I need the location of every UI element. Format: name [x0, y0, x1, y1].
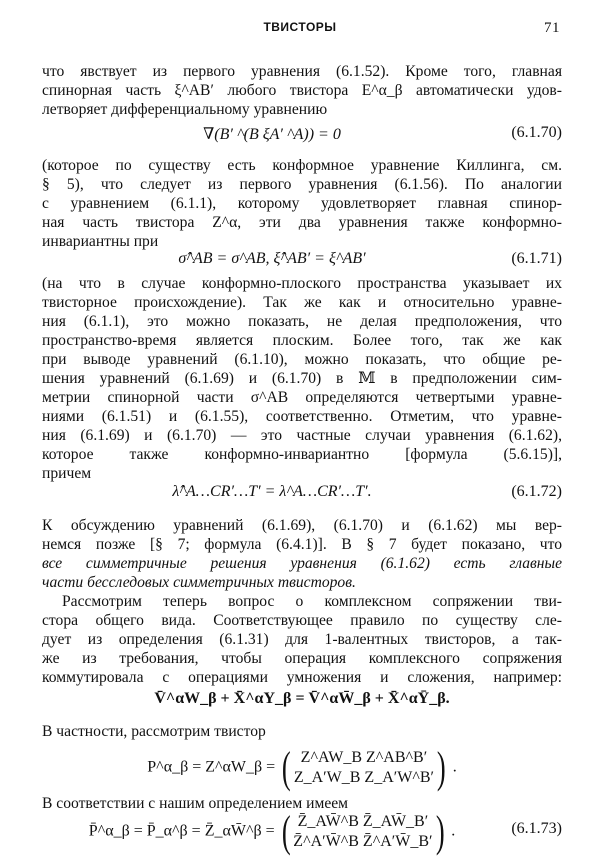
text-line: метрии спинорной части σ^AB определяются четвертыми уравне-	[42, 389, 562, 406]
text-line: ная часть твистора Z^α, эти два уравнения также конформно-	[42, 214, 562, 231]
paragraph-first-line: Рассмотрим теперь вопрос о комплексном сопряжении тви-	[62, 593, 562, 610]
equation-lhs: P^α_β = Z^αW_β =	[147, 758, 276, 776]
equation-formula: V̄^αW_β + X̄^αY_β = V̄^αW̄_β + X̄^αȲ_β.	[154, 690, 450, 707]
matrix-row: Z^AW_B Z^AB^B′	[300, 749, 428, 766]
italic-text-line: части бесследовых симметричных твисторов.	[42, 574, 356, 591]
text-line: (на что в случае конформно-плоского пространства указывает их	[42, 275, 562, 292]
text-line: дует из определения (6.1.31) для 1-валентных твисторов, а так-	[42, 631, 562, 648]
right-paren: )	[436, 743, 446, 792]
left-paren: (	[281, 807, 291, 856]
text-line: коммутировала с операциями умножения и сложения, например:	[42, 669, 562, 686]
equation-number: (6.1.72)	[511, 483, 562, 500]
equation-formula: ∇(B′ ^(B ξA′ ^A)) = 0	[203, 126, 341, 143]
text-line: что явствует из первого уравнения (6.1.52). Кроме того, главная	[42, 63, 562, 80]
text-line: К обсуждению уравнений (6.1.69), (6.1.70) и (6.1.62) мы вер-	[42, 517, 562, 534]
text-line: спинорная часть ξ^AB′ любого твистора E^α_β автоматически удов-	[42, 82, 562, 99]
equation-6-1-70	[42, 124, 562, 146]
chapter-title: ТВИСТОРЫ	[263, 20, 337, 34]
matrix	[279, 807, 448, 856]
equation-number: (6.1.70)	[511, 124, 562, 141]
text-line: ния (6.1.1), это можно показать, не делая предположения, что	[42, 313, 562, 330]
text-line: (которое по существу есть конформное уравнение Киллинга, см.	[42, 157, 562, 174]
text-line: ния (6.1.69) и (6.1.70) — это частные случаи уравнения (6.1.62),	[42, 427, 562, 444]
text-line: § 5), что следует из первого уравнения (6.1.56). По аналогии	[42, 176, 562, 193]
running-header	[40, 20, 560, 40]
text-line: В частности, рассмотрим твистор	[42, 723, 266, 740]
text-line: шения уравнений (6.1.69) и (6.1.70) в 𝕄 в предположении сим-	[42, 370, 562, 387]
matrix-rows	[293, 812, 432, 852]
equation-number: (6.1.73)	[511, 820, 562, 837]
equation-formula: λ̂^A…CR′…T′ = λ^A…CR′…T′.	[172, 483, 372, 500]
twistor-matrix-equation	[42, 743, 562, 796]
text-line: причем	[42, 465, 92, 482]
text-line: ниями (6.1.51) и (6.1.55), соответственно. Отметим, что уравне-	[42, 408, 562, 425]
matrix-row: Z̄_AW̄^B Z̄_AW̄_B′	[297, 813, 429, 830]
matrix-rows	[294, 748, 434, 788]
text-line: которое также конформно-инвариантно [формула (5.6.15)],	[42, 446, 562, 463]
text-line: летворяет дифференциальному уравнению	[42, 101, 328, 118]
equation-6-1-73	[42, 807, 562, 856]
text-line: немся позже [§ 7; формула (6.4.1)]. В § 7 будет показано, что	[42, 536, 562, 553]
text-line: стора общего вида. Соответствующее правило по существу сле-	[42, 612, 562, 629]
matrix	[279, 743, 449, 792]
text-line: пространство-время является плоским. Более того, так же как	[42, 332, 562, 349]
equation-tail: .	[451, 822, 456, 840]
text-line: инвариантны при	[42, 233, 159, 250]
equation-number: (6.1.71)	[511, 250, 562, 267]
text-line: с уравнением (6.1.1), которому удовлетворяет главная спинор-	[42, 195, 562, 212]
right-paren: )	[435, 807, 445, 856]
text-line: же из требования, чтобы операция комплексного сопряжения	[42, 650, 562, 667]
left-paren: (	[282, 743, 291, 792]
text-line: твисторное происхождение). Так же как и относительно уравне-	[42, 294, 562, 311]
matrix-row: Z_A′W_B Z_A′W^B′	[293, 769, 435, 786]
equation-6-1-72	[42, 483, 562, 505]
equation-6-1-71	[42, 250, 562, 272]
italic-text-line: все симметричные решения уравнения (6.1.62) есть главные	[42, 555, 562, 572]
text-line: при выводе уравнений (6.1.10), можно показать, что общие ре-	[42, 351, 562, 368]
equation-lhs: P̄^α_β = P̄_α^β = Z̄_αW̄^β =	[88, 822, 275, 840]
equation-formula	[42, 743, 562, 792]
text-line: В соответствии с нашим определением имеем	[42, 795, 349, 812]
equation-tail: .	[452, 758, 457, 776]
page-number: 71	[544, 20, 560, 36]
matrix-row: Z̄^A′W̄^B Z̄^A′W̄_B′	[293, 833, 433, 850]
equation-formula	[42, 807, 502, 856]
conjugation-example-equation	[42, 690, 562, 712]
equation-formula: σ̂^AB = σ^AB, ξ̂^AB′ = ξ^AB′	[178, 250, 366, 267]
